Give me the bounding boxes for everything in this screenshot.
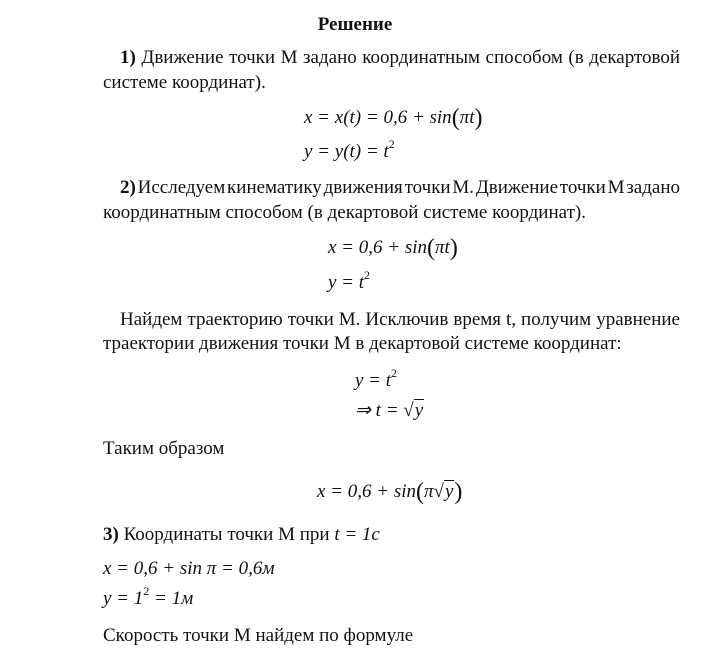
- equation-y-t2: $y = t^2$: [355, 366, 398, 391]
- equation-y-value: $y = 1^2 = 1м$: [103, 584, 194, 609]
- equation-y: $y = t^2$: [328, 268, 371, 293]
- trajectory-line-2: траектории движения точки М в декартовой системе координат:: [103, 333, 622, 354]
- step-number: 1): [120, 47, 136, 68]
- text: Движение точки М задано координатным способом (в декартовой: [141, 47, 681, 68]
- trajectory-equation: x = 0,6 + sin(π√y): [317, 479, 463, 505]
- velocity-text: Скорость точки М найдем по формуле: [103, 625, 414, 646]
- equation-t-sqrt-y: ⇒ t = √y: [355, 400, 424, 421]
- trajectory-line-1: [103, 309, 680, 331]
- text: Найдем траекторию точки М. Исключив время t, получим уравнение: [120, 309, 680, 330]
- equation-x-value: x = 0,6 + sin π = 0,6м: [103, 558, 275, 579]
- text: Исследуем кинематику движения точки М. Движение точки М задано: [137, 177, 680, 198]
- equation-y-t: $y = y(t) = t^2$: [304, 137, 395, 162]
- paragraph-3: 3) Координаты точки М при t = 1c: [103, 524, 380, 545]
- paragraph-2-line-1: [103, 177, 680, 199]
- paragraph-1-line-2: системе координат).: [103, 72, 266, 93]
- paragraph-1-line-1: [103, 47, 680, 69]
- paragraph-2-line-2: координатным способом (в декартовой системе координат).: [103, 202, 586, 223]
- step-number: 2): [120, 177, 136, 198]
- step-number: 3): [103, 524, 119, 545]
- equation-x-t: x = x(t) = 0,6 + sin(πt): [304, 105, 483, 131]
- section-title: Решение: [317, 14, 393, 35]
- thus-label: Таким образом: [103, 438, 225, 459]
- equation-x: x = 0,6 + sin(πt): [328, 235, 458, 261]
